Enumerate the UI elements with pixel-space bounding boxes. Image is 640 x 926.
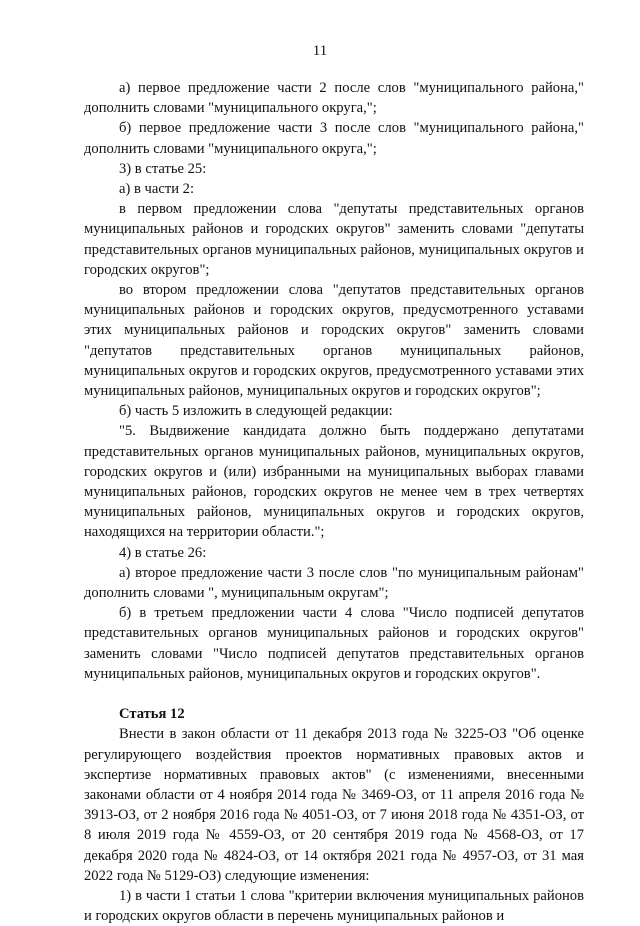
paragraph: во втором предложении слова "депутатов представительных органов муниципальных районов и городских округов, предусмотренного уставами этих муниципальных районов и городских округов" заменить словами "депутатов представительных органов муниципальных районов, муниципальных округов и городских округов, предусмотренного уставами этих муниципальных районов, муниципальных округов и городских округов"; — [84, 282, 584, 400]
paragraph: б) в третьем предложении части 4 слова "Число подписей депутатов представительных органов муниципальных районов и городских округов" заменить словами "Число подписей депутатов представительных органов муниципальных районов, муниципальных округов и городских округов". — [84, 605, 584, 682]
document-body — [84, 78, 584, 926]
paragraph: б) первое предложение части 3 после слов "муниципального района," дополнить словами "муниципального округа,"; — [84, 120, 584, 157]
page-number: 11 — [312, 43, 328, 59]
paragraph: 1) в части 1 статьи 1 слова "критерии включения муниципальных районов и городских округов области в перечень муниципальных районов и — [84, 887, 584, 925]
paragraph: б) часть 5 изложить в следующей редакции: — [119, 403, 393, 420]
paragraph: а) первое предложение части 2 после слов "муниципального района," дополнить словами "муниципального округа,"; — [84, 80, 584, 117]
paragraph: "5. Выдвижение кандидата должно быть поддержано депутатами представительных органов муниципальных районов, муниципальных округов, городских округов и (или) избранными на муниципальных выборах главами муниципальных районов, городских округов не менее чем в трех четвертях муниципальных районов, муниципальных округов и городских округов, находящихся на территории области."; — [84, 423, 584, 541]
paragraph: а) второе предложение части 3 после слов "по муниципальным районам" дополнить словами ", муниципальным округам"; — [84, 564, 584, 602]
paragraph: Внести в закон области от 11 декабря 2013 года № 3225-ОЗ "Об оценке регулирующего воздействия проектов нормативных правовых актов и экспертизе нормативных правовых актов" (с изменениями, внесенными законами области от 4 ноября 2014 года № 3469-ОЗ, от 11 апреля 2016 года № 3913-ОЗ, от 2 ноября 2016 года № 4051-ОЗ, от 7 июня 2018 года № 4351-ОЗ, от 8 июля 2019 года № 4559-ОЗ, от 20 сентября 2019 года № 4568-ОЗ, от 17 декабря 2020 года № 4824-ОЗ, от 14 октября 2021 года № 4957-ОЗ, от 31 мая 2022 года № 5129-ОЗ) следующие изменения: — [84, 726, 584, 884]
article-heading: Статья 12 — [119, 706, 185, 723]
paragraph: 4) в статье 26: — [119, 544, 207, 561]
paragraph: в первом предложении слова "депутаты представительных органов муниципальных районов и городских округов" заменить словами "депутаты представительных органов муниципальных районов, муниципальных округов и городских округов"; — [84, 201, 584, 278]
paragraph: а) в части 2: — [119, 181, 195, 198]
paragraph: 3) в статье 25: — [119, 160, 207, 177]
